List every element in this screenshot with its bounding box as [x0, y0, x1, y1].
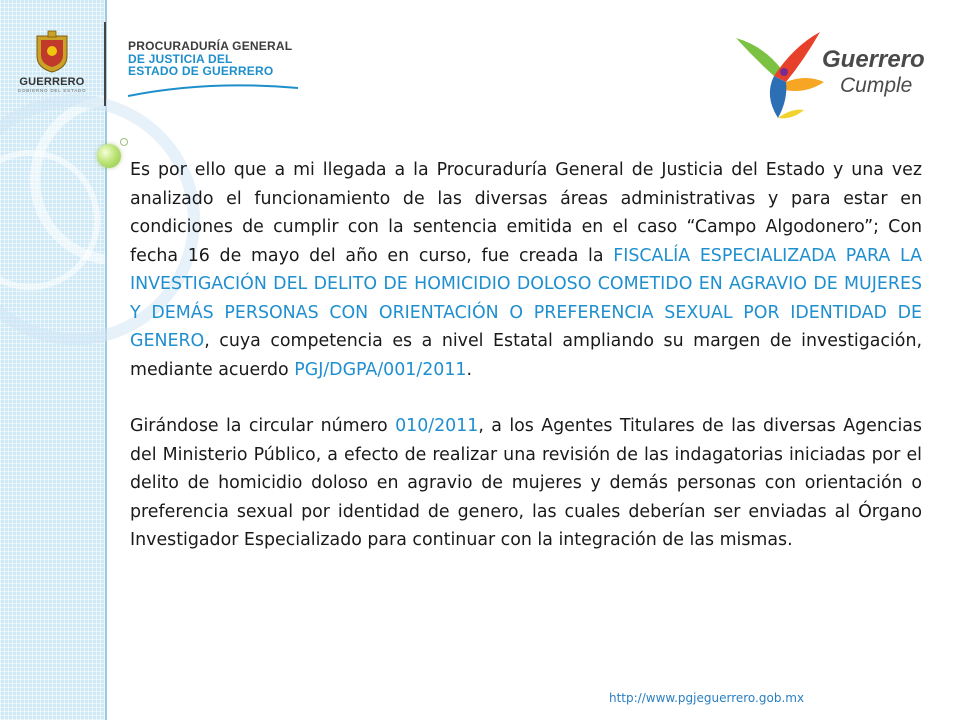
paragraph-2 [130, 412, 922, 555]
paragraph-1-text-c: . [466, 359, 473, 380]
slide-content [130, 156, 922, 555]
pgj-logo [128, 40, 328, 100]
hummingbird-icon [734, 26, 826, 122]
sidebar-edge-line [105, 0, 107, 720]
state-logo-name: GUERRERO [19, 76, 85, 88]
small-bullet-dot [120, 138, 128, 146]
paragraph-1 [130, 156, 922, 384]
paragraph-1-text-b: , cuya competencia es a nivel Estatal ampliando su margen de investigación, mediante acuerdo [130, 331, 922, 380]
footer-url: http://www.pgjeguerrero.gob.mx [609, 691, 805, 705]
green-bullet-dot [97, 144, 121, 168]
pgj-logo-line2: DE JUSTICIA DEL [128, 51, 233, 66]
circular-number-highlight: 010/2011 [395, 416, 479, 436]
state-logo-subtitle: GOBIERNO DEL ESTADO [17, 88, 87, 93]
pgj-logo-line1: PROCURADURÍA GENERAL [128, 39, 293, 53]
agreement-number-highlight: PGJ/DGPA/001/2011 [294, 359, 467, 380]
campaign-logo-line1: Guerrero [822, 46, 925, 73]
campaign-logo-line2: Cumple [840, 74, 913, 97]
state-coat-of-arms-logo [14, 30, 90, 100]
coat-of-arms-icon [33, 30, 71, 74]
pgj-logo-line3: ESTADO DE GUERRERO [128, 64, 274, 78]
paragraph-2-text-b: , a los Agentes Titulares de las diversas Agencias del Ministerio Público, a efecto de realizar una revisión de las indagatorias iniciadas por el delito de homicidio doloso en agravio de mujeres y demás personas con orientación o preferencia sexual por identidad de genero, las cuales deberían ser enviadas al Órgano Investigador Especializado para continuar con la integración de las mismas. [130, 416, 922, 550]
guerrero-cumple-logo [734, 26, 924, 122]
paragraph-2-text-a: Girándose la circular número [130, 416, 396, 436]
header-divider [104, 22, 106, 106]
fiscalia-name-highlight: FISCALÍA ESPECIALIZADA PARA LA INVESTIGACIÓN DEL DELITO DE HOMICIDIO DOLOSO COMETIDO EN AGRAVIO DE MUJERES Y DEMÁS PERSONAS CON ORIENTACIÓN O PREFERENCIA SEXUAL POR IDENTIDAD DE GENERO [130, 245, 922, 351]
swoosh-icon [128, 78, 300, 98]
paragraph-1-text-a: Es por ello que a mi llegada a la Procuraduría General de Justicia del Estado y una vez analizado el funcionamiento de las diversas áreas administrativas y para estar en condiciones de cumplir con la sentencia emitida en el caso “Campo Algodonero”; Con fecha 16 de mayo del año en curso, fue creada la [130, 160, 922, 266]
decorative-sidebar [0, 0, 106, 720]
